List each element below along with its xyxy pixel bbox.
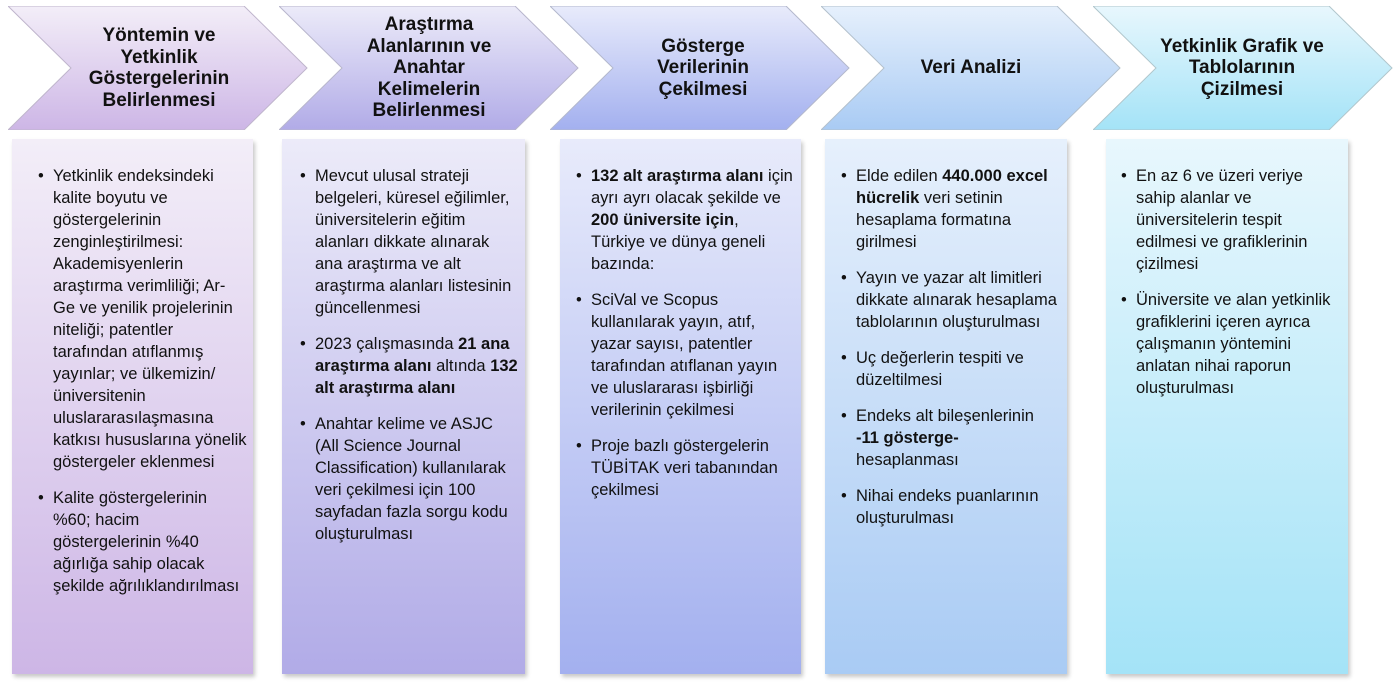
bullet-list-5 [1121,165,1342,399]
details-box-1 [12,139,253,674]
details-box-5 [1106,139,1348,674]
bullet-text: , Türkiye ve dünya geneli bazında: [591,211,766,273]
bullet-text-bold: 200 üniversite için [591,211,735,229]
bullet-text: için ayrı ayrı olacak şekilde ve [591,167,793,207]
bullet-item [841,405,1061,471]
bullet-item [841,165,1061,253]
bullet-item [576,435,795,501]
process-step-1 [8,6,308,130]
bullet-text: 2023 çalışmasında [315,335,459,353]
bullet-text: Üniversite ve alan yetkinlik grafiklerini içeren ayrıca çalışmanın yöntemini anlatan nihai raporun oluşturulması [1136,291,1331,397]
process-step-5 [1093,6,1393,130]
bullet-text-bold: 132 alt araştırma alanı [315,357,518,397]
bullet-text-bold: 21 ana araştırma alanı [315,335,510,375]
bullet-list-1 [38,165,247,597]
bullet-text: Yayın ve yazar alt limitleri dikkate alınarak hesaplama tablolarının oluşturulması [856,269,1057,331]
bullet-text: Nihai endeks puanlarının oluşturulması [856,487,1039,527]
bullet-text: Yetkinlik endeksindeki kalite boyutu ve göstergelerinin zenginleştirilmesi: Akademisyenlerin araştırma verimliliği; Ar-Ge ve yenilik projelerinin niteliği; patentler tarafından atıflanmış yayınlar; ve ülkemizin/üniversitenin uluslararasılaşmasına katkısı hususlarına yönelik göstergeler eklenmesi [53,167,247,471]
bullet-text: Anahtar kelime ve ASJC (All Science Journal Classification) kullanılarak veri çekilmesi için 100 sayfadan fazla sorgu kodu oluşturulması [315,415,508,543]
bullet-item [1121,289,1342,399]
bullet-text: SciVal ve Scopus kullanılarak yayın, atıf, yazar sayısı, patentler tarafından atıflanan yayın ve uluslararası işbirliği verilerinin çekilmesi [591,291,778,419]
step-title-5: Yetkinlik Grafik ve Tablolarının Çizilmesi [1160,35,1324,100]
bullet-text: Mevcut ulusal strateji belgeleri, küresel eğilimler, üniversitelerin eğitim alanları dikkate alınarak ana araştırma ve alt araştırma alanları listesinin güncellenmesi [315,167,512,317]
bullet-text-bold: 132 alt araştırma alanı [591,167,764,185]
details-box-3 [560,139,801,674]
bullet-item [841,485,1061,529]
bullet-item [576,289,795,421]
bullet-text: hesaplanması [856,451,959,469]
details-box-2 [282,139,525,674]
bullet-text-bold: 440.000 excel hücrelik [856,167,1048,207]
details-box-4 [825,139,1067,674]
step-title-4: Veri Analizi [920,57,1022,79]
step-title-3: Gösterge Verilerinin Çekilmesi [657,35,749,100]
step-title-2: Araştırma Alanlarının ve Anahtar Kelimelerin Belirlenmesi [366,14,492,122]
bullet-item [300,413,519,545]
step-title-1: Yöntemin ve Yetkinlik Göstergelerinin Belirlenmesi [88,25,230,111]
bullet-item [841,347,1061,391]
bullet-text: Uç değerlerin tespiti ve düzeltilmesi [856,349,1024,389]
bullet-text: En az 6 ve üzeri veriye sahip alanlar ve üniversitelerin tespit edilmesi ve grafiklerinin çizilmesi [1136,167,1308,273]
bullet-list-3 [576,165,795,501]
bullet-text: Kalite göstergelerinin %60; hacim göstergelerinin %40 ağırlığa sahip olacak şekilde ağrılıklandırılması [53,489,240,595]
bullet-item [38,165,247,473]
bullet-list-4 [841,165,1061,529]
bullet-list-2 [300,165,519,545]
bullet-item [1121,165,1342,275]
bullet-item [300,165,519,319]
process-step-2 [279,6,579,130]
bullet-text: altında [431,357,491,375]
process-step-4 [821,6,1121,130]
bullet-item [576,165,795,275]
bullet-item [841,267,1061,333]
bullet-item [300,333,519,399]
bullet-text: Endeks alt bileşenlerinin [856,407,1034,425]
bullet-text: Proje bazlı göstergelerin TÜBİTAK veri tabanından çekilmesi [591,437,778,499]
process-step-3 [550,6,850,130]
bullet-text-bold: -11 gösterge- [856,429,959,447]
bullet-text: Elde edilen [856,167,943,185]
bullet-item [38,487,247,597]
bullet-text: veri setinin hesaplama formatına girilmesi [856,189,1012,251]
